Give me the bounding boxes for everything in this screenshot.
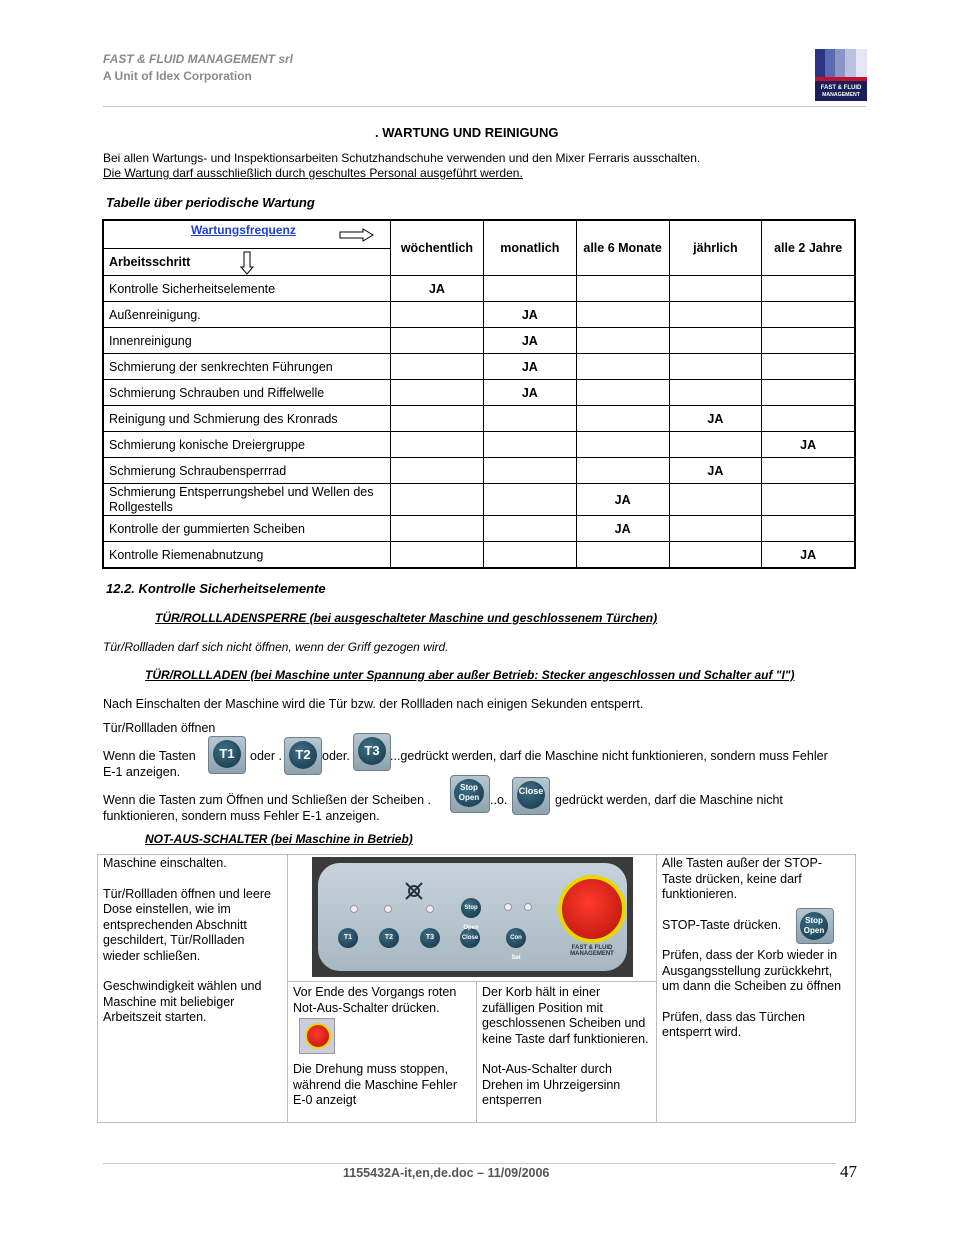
- led: [384, 905, 392, 913]
- table-row: [103, 354, 855, 380]
- table-body: [103, 276, 855, 569]
- frequency-cell: [762, 302, 855, 328]
- box-left: [97, 854, 288, 1123]
- box-mid2: [476, 981, 657, 1123]
- led: [504, 903, 512, 911]
- col-header-yearly: jährlich: [669, 220, 762, 276]
- task-cell: Außenreinigung.: [103, 302, 390, 328]
- frequency-cell: [576, 406, 669, 432]
- frequency-cell: [669, 328, 762, 354]
- frequency-cell: JA: [576, 484, 669, 516]
- frequency-cell: [669, 432, 762, 458]
- box-right-p2-wrap: [662, 915, 850, 935]
- col-header-weekly: wöchentlich: [390, 220, 483, 276]
- control-panel-image: [312, 857, 633, 977]
- keys-text-b: oder .: [250, 749, 282, 763]
- panel-stop-open-button: Stop Open: [461, 898, 481, 918]
- box-mid1: [287, 981, 477, 1123]
- frequency-cell: [762, 380, 855, 406]
- task-cell: Kontrolle der gummierten Scheiben: [103, 516, 390, 542]
- table-row: [103, 406, 855, 432]
- frequency-link[interactable]: Wartungsfrequenz: [191, 223, 296, 237]
- estop-small-icon: [299, 1018, 335, 1054]
- frequency-cell: JA: [483, 380, 576, 406]
- panel-close-button: Close: [460, 928, 480, 948]
- task-cell: Schmierung Schraubensperrrad: [103, 458, 390, 484]
- frequency-cell: [483, 276, 576, 302]
- intro-text: Bei allen Wartungs- und Inspektionsarbeiten Schutzhandschuhe verwenden und den Mixer Ferraris ausschalten.: [103, 151, 701, 165]
- frequency-cell: [669, 276, 762, 302]
- footer-doc-id: 1155432A-it,en,de.doc – 11/09/2006: [343, 1166, 550, 1180]
- frequency-cell: JA: [576, 516, 669, 542]
- frequency-cell: [669, 380, 762, 406]
- company-subtitle: A Unit of Idex Corporation: [103, 69, 252, 83]
- intro-warning: Die Wartung darf ausschließlich durch geschultes Personal ausgeführt werden.: [103, 166, 523, 180]
- frequency-cell: [390, 328, 483, 354]
- table-row: [103, 302, 855, 328]
- svg-text:MANAGEMENT: MANAGEMENT: [822, 92, 860, 98]
- frequency-cell: JA: [669, 406, 762, 432]
- task-cell: Schmierung Entsperrungshebel und Wellen des Rollgestells: [103, 484, 390, 516]
- task-cell: Reinigung und Schmierung des Kronrads: [103, 406, 390, 432]
- frequency-cell: [390, 484, 483, 516]
- box-left-p2: Tür/Rollladen öffnen und leere Dose einstellen, wie im entsprechenden Abschnitt geschildert, Tür/Rollladen wieder schließen.: [103, 886, 271, 963]
- frequency-cell: [762, 406, 855, 432]
- frequency-cell: [762, 516, 855, 542]
- close-key-icon: Close: [512, 777, 550, 815]
- stop-key-icon: Stop Open: [796, 908, 834, 944]
- emergency-stop-icon: [558, 875, 626, 943]
- frequency-cell: [669, 302, 762, 328]
- panel-consel-button: Con Sel: [506, 928, 526, 948]
- frequency-cell: [576, 354, 669, 380]
- table-row: [103, 328, 855, 354]
- arrow-right-icon: [339, 228, 375, 242]
- section-title: . WARTUNG UND REINIGUNG: [375, 125, 559, 140]
- svg-text:FAST & FLUID: FAST & FLUID: [820, 85, 862, 91]
- frequency-cell: [762, 354, 855, 380]
- box-mid1-p1: Vor Ende des Vorgangs roten Not-Aus-Schalter drücken.: [293, 985, 457, 1015]
- frequency-cell: [390, 458, 483, 484]
- step-label: Arbeitsschritt: [109, 255, 191, 269]
- door-lock-text: Tür/Rollladen darf sich nicht öffnen, wenn der Griff gezogen wird.: [103, 640, 449, 654]
- frequency-cell: [483, 484, 576, 516]
- keys-text-d: ...gedrückt werden, darf die Maschine nicht funktionieren, sondern muss Fehler: [390, 749, 828, 763]
- table-row: [103, 380, 855, 406]
- panel-brand: FAST & FLUID MANAGEMENT: [570, 945, 614, 957]
- frequency-cell: JA: [762, 432, 855, 458]
- frequency-cell: [762, 484, 855, 516]
- col-header-2years: alle 2 Jahre: [762, 220, 855, 276]
- frequency-cell: [390, 432, 483, 458]
- discs-text-b: ..o.: [490, 793, 508, 807]
- frequency-cell: [483, 458, 576, 484]
- company-name: FAST & FLUID MANAGEMENT srl: [103, 52, 294, 66]
- discs-text-a: Wenn die Tasten zum Öffnen und Schließen der Scheiben .: [103, 793, 431, 807]
- box-mid2-p1: Der Korb hält in einer zufälligen Position mit geschlossenen Scheiben und keine Taste darf funktionieren.: [482, 985, 649, 1046]
- table-row: [103, 276, 855, 302]
- frequency-cell: [576, 276, 669, 302]
- box-right-p1: Alle Tasten außer der STOP-Taste drücken, keine darf funktionieren.: [662, 856, 823, 901]
- task-cell: Innenreinigung: [103, 328, 390, 354]
- frequency-cell: [762, 276, 855, 302]
- company-logo: [815, 49, 867, 101]
- frequency-cell: [762, 458, 855, 484]
- door-lock-heading: TÜR/ROLLLADENSPERRE (bei ausgeschalteter Maschine und geschlossenem Türchen): [155, 611, 658, 625]
- panel-t1-button: T1: [338, 928, 358, 948]
- frequency-cell: [390, 516, 483, 542]
- box-left-p3: Geschwindigkeit wählen und Maschine mit beliebiger Arbeitszeit starten.: [103, 979, 262, 1024]
- table-row: [103, 432, 855, 458]
- keys-text-c: oder.: [322, 749, 350, 763]
- emergency-stop-heading: NOT-AUS-SCHALTER (bei Maschine in Betrieb): [145, 832, 413, 846]
- frequency-cell: [576, 458, 669, 484]
- task-cell: Schmierung der senkrechten Führungen: [103, 354, 390, 380]
- led: [426, 905, 434, 913]
- keys-text-e: E-1 anzeigen.: [103, 765, 181, 779]
- panel-t3-button: T3: [420, 928, 440, 948]
- frequency-cell: JA: [669, 458, 762, 484]
- discs-text-c: gedrückt werden, darf die Maschine nicht: [555, 793, 783, 807]
- frequency-cell: [576, 432, 669, 458]
- box-mid1-p2: Die Drehung muss stoppen, während die Maschine Fehler E-0 anzeigt: [293, 1062, 457, 1107]
- frequency-cell: [483, 432, 576, 458]
- frequency-cell: [390, 354, 483, 380]
- door-open-text: Tür/Rollladen öffnen: [103, 721, 216, 735]
- box-right: [656, 854, 856, 1123]
- col-header-6months: alle 6 Monate: [576, 220, 669, 276]
- keys-text-a: Wenn die Tasten: [103, 749, 196, 763]
- t1-key-icon: T1: [208, 736, 246, 774]
- frequency-cell: [669, 516, 762, 542]
- discs-text-d: funktionieren, sondern muss Fehler E-1 anzeigen.: [103, 809, 380, 823]
- frequency-cell: JA: [483, 354, 576, 380]
- task-cell: Schmierung Schrauben und Riffelwelle: [103, 380, 390, 406]
- box-mid2-p2: Not-Aus-Schalter durch Drehen im Uhrzeigersinn entsperren: [482, 1062, 621, 1107]
- frequency-cell: JA: [483, 302, 576, 328]
- box-right-p4: Prüfen, dass das Türchen entsperrt wird.: [662, 1009, 805, 1039]
- step-header-cell: [103, 249, 390, 276]
- table-row: [103, 516, 855, 542]
- frequency-cell: [576, 328, 669, 354]
- header-divider: [103, 106, 866, 107]
- arrow-down-icon: [240, 251, 254, 275]
- table-row: [103, 458, 855, 484]
- frequency-cell: [483, 542, 576, 569]
- freq-header-cell: [103, 220, 390, 249]
- fan-icon: [402, 879, 426, 903]
- table-row: [103, 542, 855, 569]
- door-powered-heading: TÜR/ROLLLADEN (bei Maschine unter Spannung aber außer Betrieb: Stecker angeschlossen und Schalter auf "I"): [145, 668, 795, 682]
- page-number: 47: [840, 1162, 857, 1181]
- table-title: Tabelle über periodische Wartung: [106, 195, 315, 210]
- task-cell: Kontrolle Sicherheitselemente: [103, 276, 390, 302]
- task-cell: Kontrolle Riemenabnutzung: [103, 542, 390, 569]
- frequency-cell: [390, 380, 483, 406]
- t2-key-icon: T2: [284, 737, 322, 775]
- frequency-cell: [762, 328, 855, 354]
- frequency-cell: [483, 516, 576, 542]
- subsection-title: 12.2. Kontrolle Sicherheitselemente: [106, 581, 326, 596]
- frequency-cell: [390, 302, 483, 328]
- led: [350, 905, 358, 913]
- task-cell: Schmierung konische Dreiergruppe: [103, 432, 390, 458]
- frequency-cell: [576, 542, 669, 569]
- box-left-p1: Maschine einschalten.: [103, 856, 227, 870]
- frequency-cell: JA: [483, 328, 576, 354]
- footer-divider: [103, 1163, 836, 1164]
- frequency-cell: JA: [762, 542, 855, 569]
- frequency-cell: [669, 484, 762, 516]
- col-header-monthly: monatlich: [483, 220, 576, 276]
- frequency-cell: JA: [390, 276, 483, 302]
- frequency-cell: [390, 542, 483, 569]
- maintenance-table: [102, 219, 856, 569]
- frequency-cell: [669, 542, 762, 569]
- frequency-cell: [576, 380, 669, 406]
- t3-key-icon: T3: [353, 733, 391, 771]
- frequency-cell: [576, 302, 669, 328]
- panel-t2-button: T2: [379, 928, 399, 948]
- box-right-p3: Prüfen, dass der Korb wieder in Ausgangsstellung zurückkehrt, um dann die Scheiben zu öffnen: [662, 948, 842, 993]
- frequency-cell: [390, 406, 483, 432]
- door-powered-text: Nach Einschalten der Maschine wird die Tür bzw. der Rollladen nach einigen Sekunden entsperrt.: [103, 697, 644, 711]
- stop-open-key-icon: Stop Open: [450, 775, 490, 813]
- frequency-cell: [483, 406, 576, 432]
- table-row: [103, 484, 855, 516]
- frequency-cell: [669, 354, 762, 380]
- led: [524, 903, 532, 911]
- box-right-p2: STOP-Taste drücken.: [662, 917, 782, 932]
